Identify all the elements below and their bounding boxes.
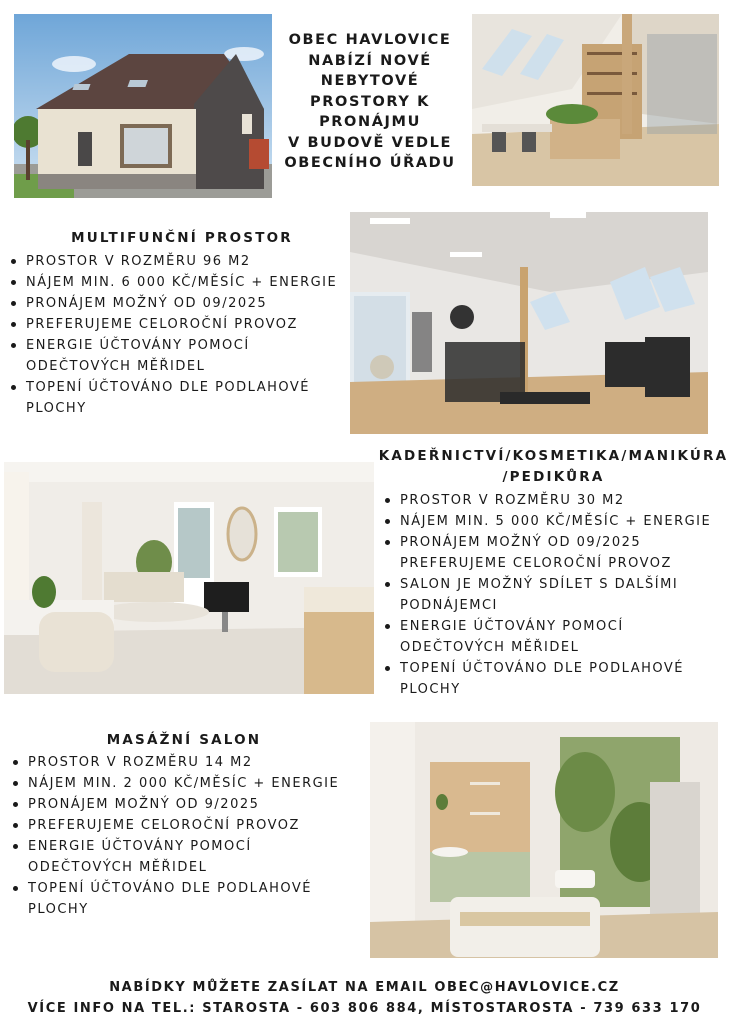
list-item: ENERGIE ÚČTOVÁNY POMOCÍ ODEČTOVÝCH MĚŘIDEL — [8, 335, 283, 377]
headline-line: NEBYTOVÉ — [320, 73, 420, 89]
list-item: NÁJEM MIN. 5 000 KČ/MĚSÍC + ENERGIE — [382, 511, 727, 532]
salon-title-line1: KADEŘNICTVÍ/KOSMETIKA/MANIKÚRA — [378, 448, 729, 464]
salon-title — [378, 446, 729, 488]
massage-photo — [370, 722, 718, 958]
headline-line: NABÍZÍ NOVÉ — [308, 52, 432, 69]
footer-phone: VÍCE INFO NA TEL.: STAROSTA - 603 806 884, MÍSTOSTAROSTA - 739 633 170 — [27, 1001, 702, 1016]
list-item: ENERGIE ÚČTOVÁNY POMOCÍ ODEČTOVÝCH MĚŘIDEL — [10, 836, 285, 878]
headline-line: V BUDOVĚ VEDLE — [288, 134, 452, 151]
list-item: ENERGIE ÚČTOVÁNY POMOCÍ ODEČTOVÝCH MĚŘIDEL — [382, 616, 662, 658]
list-item: PROSTOR V ROZMĚRU 30 M2 — [382, 490, 727, 511]
headline-line: PROSTORY K — [310, 93, 430, 110]
salon-title-line2: /PEDIKŮRA — [502, 469, 605, 485]
headline-line: OBECNÍHO ÚŘADU — [284, 155, 456, 171]
salon-list — [382, 490, 727, 700]
list-item: PREFERUJEME CELOROČNÍ PROVOZ — [8, 314, 354, 335]
list-item: PROSTOR V ROZMĚRU 14 M2 — [10, 752, 360, 773]
list-item: SALON JE MOŽNÝ SDÍLET S DALŠÍMI PODNÁJEMCI — [382, 574, 682, 616]
list-item: NÁJEM MIN. 6 000 KČ/MĚSÍC + ENERGIE — [8, 272, 354, 293]
building-photo — [14, 14, 272, 198]
footer-email: NABÍDKY MŮŽETE ZASÍLAT NA EMAIL OBEC@HAVLOVICE.CZ — [109, 980, 620, 995]
list-item: PRONÁJEM MOŽNÝ OD 09/2025 — [8, 293, 354, 314]
headline — [280, 30, 460, 174]
headline-line: PRONÁJMU — [319, 114, 421, 130]
list-item: PRONÁJEM MOŽNÝ OD 09/2025 PREFERUJEME CELOROČNÍ PROVOZ — [382, 532, 692, 574]
gym-photo — [350, 212, 708, 434]
list-item: TOPENÍ ÚČTOVÁNO DLE PODLAHOVÉ PLOCHY — [10, 878, 330, 920]
massage-title: MASÁŽNÍ SALON — [106, 732, 262, 748]
salon-photo — [4, 462, 374, 694]
list-item: NÁJEM MIN. 2 000 KČ/MĚSÍC + ENERGIE — [10, 773, 360, 794]
list-item: PROSTOR V ROZMĚRU 96 M2 — [8, 251, 354, 272]
multifunction-title: MULTIFUNČNÍ PROSTOR — [71, 230, 293, 246]
list-item: TOPENÍ ÚČTOVÁNO DLE PODLAHOVÉ PLOCHY — [382, 658, 702, 700]
list-item: PREFERUJEME CELOROČNÍ PROVOZ — [10, 815, 360, 836]
massage-list — [10, 752, 360, 920]
office-photo — [472, 14, 719, 186]
multifunction-list — [8, 251, 354, 419]
list-item: TOPENÍ ÚČTOVÁNO DLE PODLAHOVÉ PLOCHY — [8, 377, 328, 419]
list-item: PRONÁJEM MOŽNÝ OD 9/2025 — [10, 794, 360, 815]
headline-line: OBEC HAVLOVICE — [288, 32, 452, 48]
